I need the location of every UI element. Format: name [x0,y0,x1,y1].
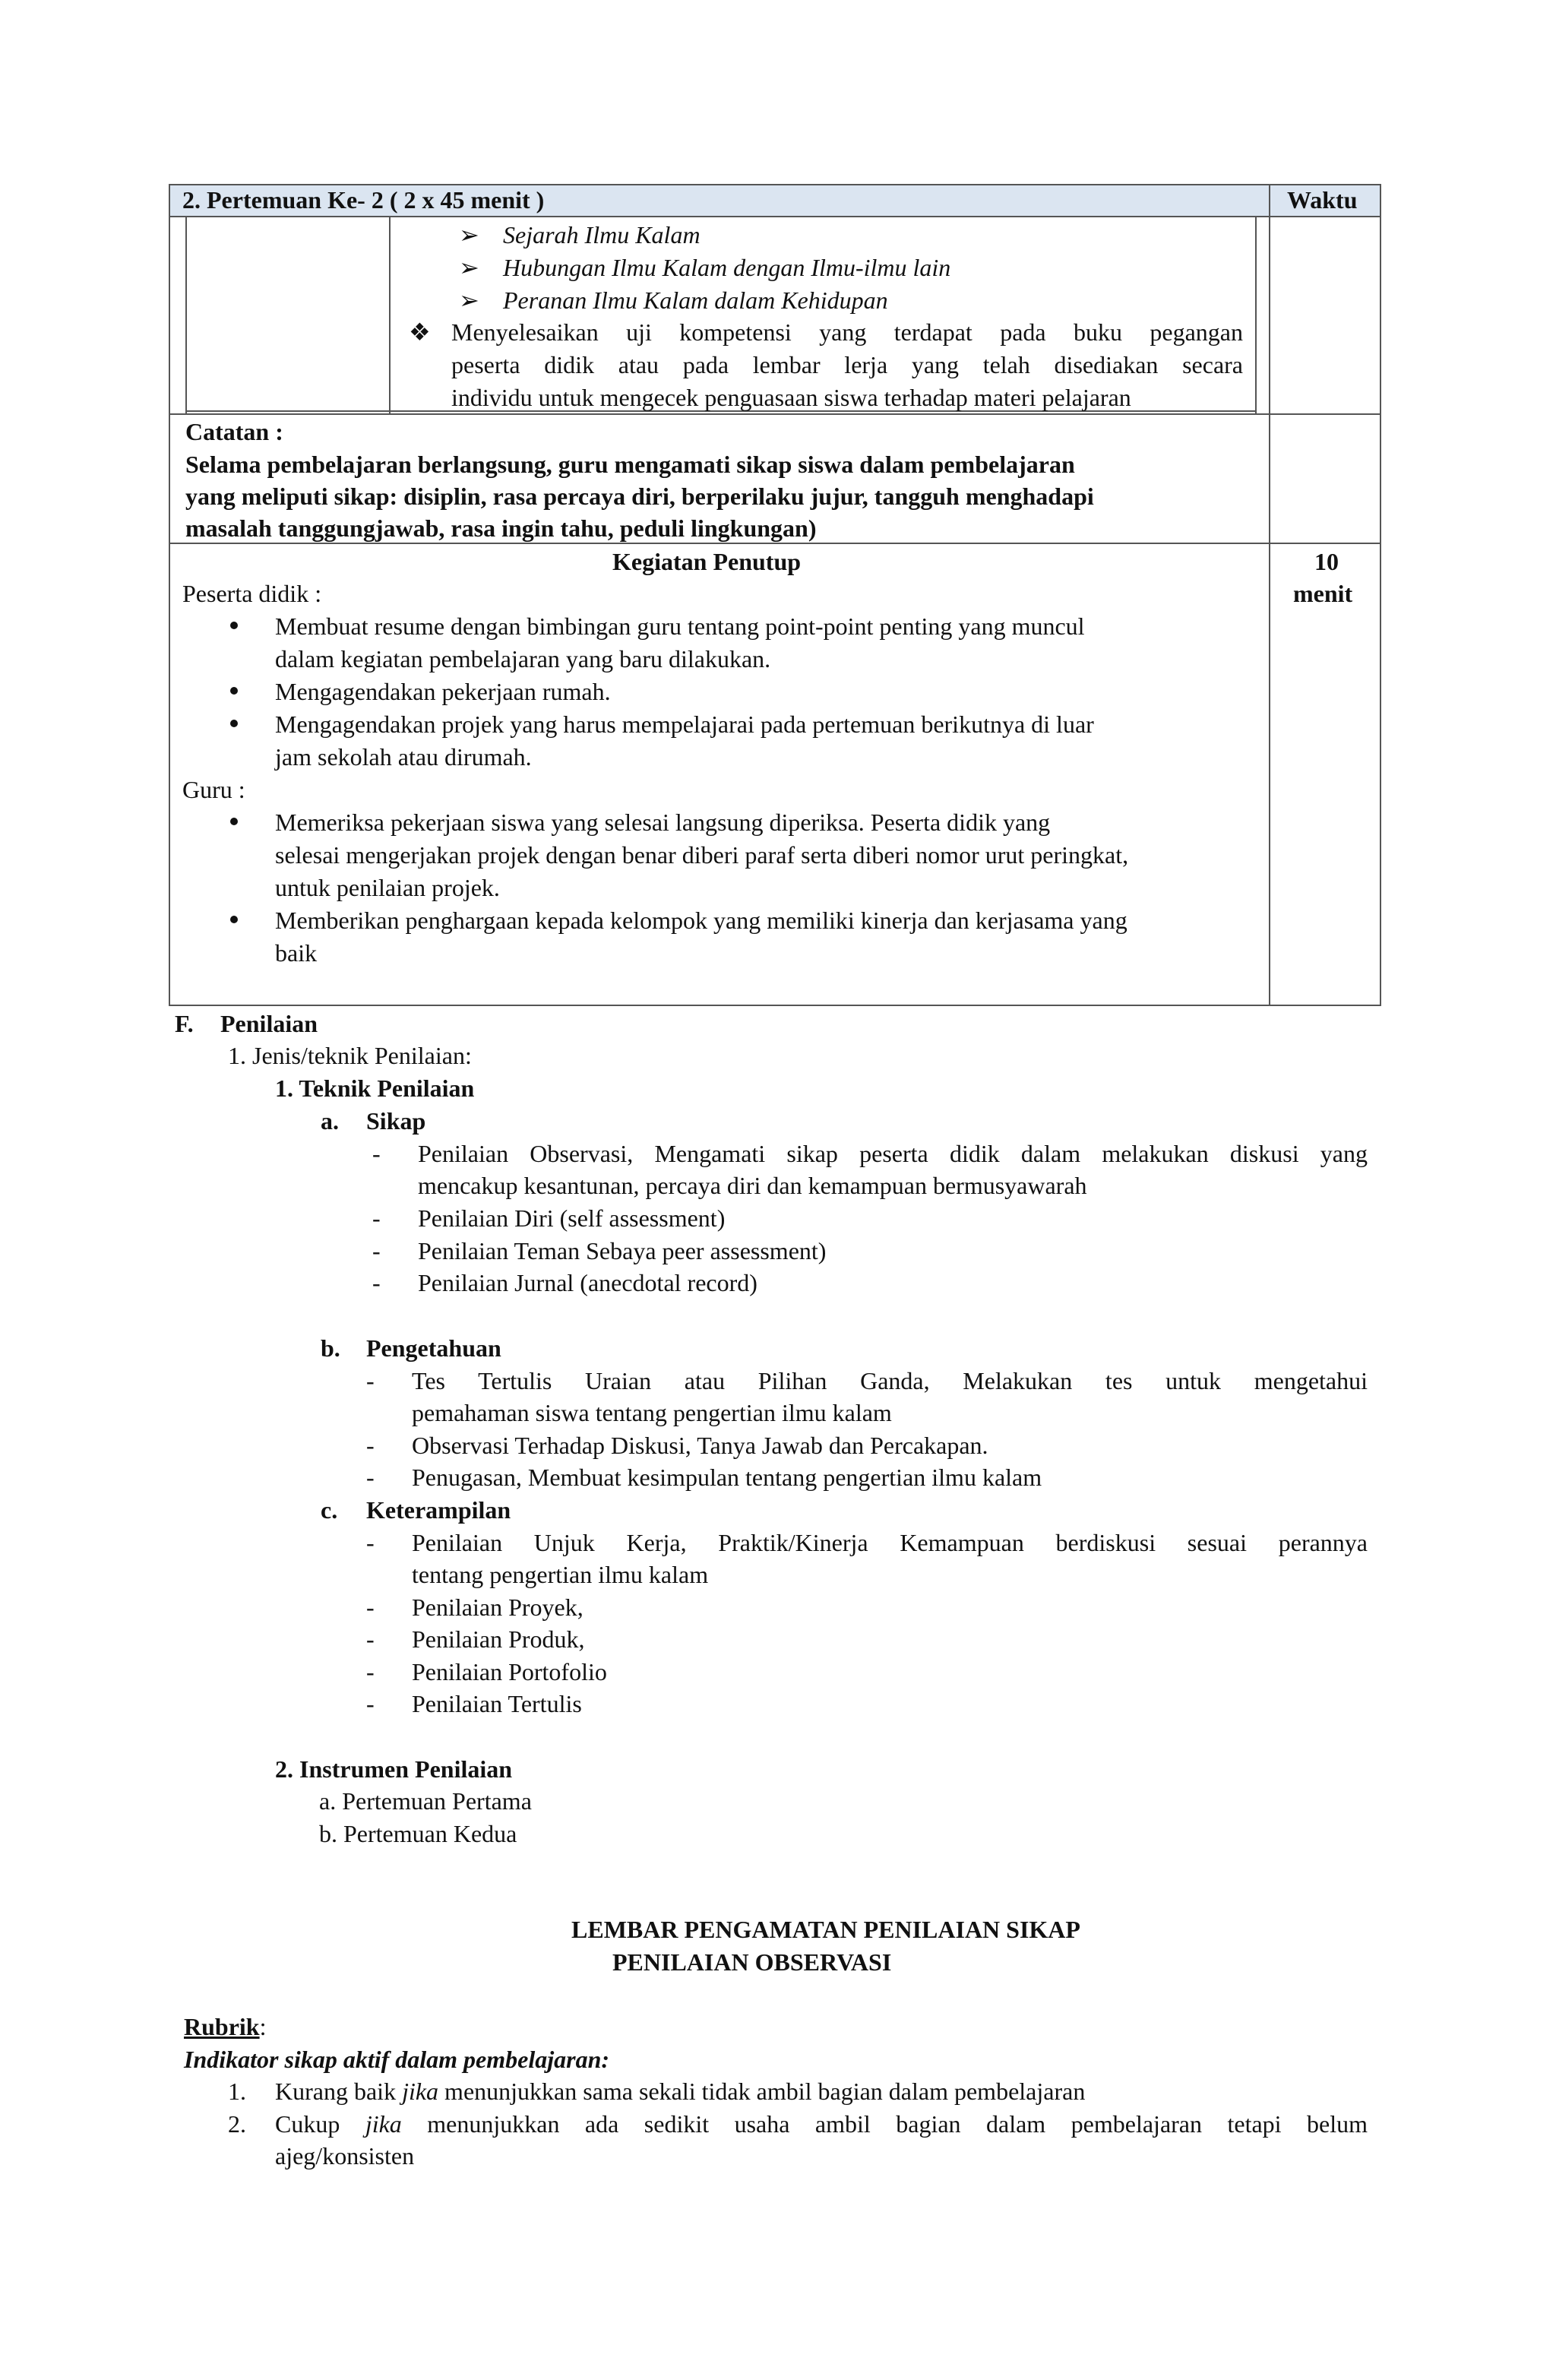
lembar-title: LEMBAR PENGAMATAN PENILAIAN SIKAP [571,1916,1080,1943]
arrow-bullet-icon: ➢ [459,286,479,314]
keterampilan-item: Penilaian Portofolio [412,1658,607,1685]
penutup-title: Kegiatan Penutup [612,548,802,575]
dash: - [366,1625,375,1653]
table-rule [169,216,1381,217]
sikap-item: Penilaian Observasi, Mengamati sikap peserta didik dalam melakukan diskusi yang [418,1140,1368,1167]
instrumen-item: b. Pertemuan Kedua [319,1820,517,1847]
pengetahuan-label: b. [321,1334,340,1362]
keterampilan-item: Penilaian Tertulis [412,1690,582,1717]
sikap-label: a. [321,1107,339,1135]
rubrik-colon: : [259,2013,267,2040]
rubrik-heading [184,2011,266,2043]
dash: - [372,1204,381,1232]
sikap-item: Penilaian Teman Sebaya peer assessment) [418,1237,827,1264]
catatan-line: yang meliputi sikap: disiplin, rasa percaya diri, berperilaku jujur, tangguh menghadapi [185,483,1094,510]
meeting-title: 2. Pertemuan Ke- 2 ( 2 x 45 menit ) [182,186,545,214]
task-line: individu untuk mengecek penguasaan siswa terhadap materi pelajaran [451,384,1131,411]
section-title: Penilaian [220,1010,318,1037]
inner-table-rule [1255,216,1257,413]
sub-item: Peranan Ilmu Kalam dalam Kehidupan [503,286,888,314]
task-line: peserta didik atau pada lembar lerja yang telah disediakan secara [451,351,1243,378]
peserta-bullet-line: jam sekolah atau dirumah. [275,743,532,771]
keterampilan-item: Penilaian Unjuk Kerja, Praktik/Kinerja Kemampuan berdiskusi sesuai perannya [412,1529,1368,1556]
waktu-unit: menit [1293,580,1353,607]
peserta-label: Peserta didik : [182,580,322,607]
keterampilan-item: tentang pengertian ilmu kalam [412,1561,709,1588]
rubrik-text: Kurang baik [275,2078,403,2105]
keterampilan-item: Penilaian Produk, [412,1625,585,1653]
dash: - [366,1529,375,1556]
waktu-value: 10 [1314,548,1339,575]
sub-item: Hubungan Ilmu Kalam dengan Ilmu-ilmu lain [503,254,951,281]
dash: - [366,1658,375,1685]
lembar-subtitle: PENILAIAN OBSERVASI [612,1948,892,1976]
sub-item: Sejarah Ilmu Kalam [503,221,701,248]
dash: - [366,1367,375,1394]
task-line: Menyelesaikan uji kompetensi yang terdapat pada buku pegangan [451,318,1243,346]
bullet-icon [230,687,238,695]
table-rule [169,413,1381,415]
inner-table-rule [185,216,187,413]
diamond-bullet-icon: ❖ [409,318,431,346]
sikap-item: Penilaian Diri (self assessment) [418,1204,726,1232]
rubrik-item [275,2108,1368,2140]
pengetahuan-item: Penugasan, Membuat kesimpulan tentang pengertian ilmu kalam [412,1464,1042,1491]
inner-table-rule [389,216,391,413]
rubrik-item [275,2075,1085,2107]
catatan-line: Selama pembelajaran berlangsung, guru mengamati sikap siswa dalam pembelajaran [185,451,1075,478]
guru-bullet-line: selesai mengerjakan projek dengan benar diberi paraf serta diberi nomor urut peringkat, [275,841,1129,869]
rubrik-jika: jika [402,2078,439,2105]
indikator-heading: Indikator sikap aktif dalam pembelajaran: [184,2046,610,2073]
rubrik-text: Cukup [275,2110,365,2138]
peserta-bullet-line: Mengagendakan projek yang harus mempelajarai pada pertemuan berikutnya di luar [275,711,1094,738]
instrumen-title: 2. Instrumen Penilaian [275,1755,513,1783]
sikap-item: mencakup kesantunan, percaya diri dan kemampuan bermusyawarah [418,1172,1087,1199]
guru-bullet-line: Memeriksa pekerjaan siswa yang selesai langsung diperiksa. Peserta didik yang [275,809,1051,836]
catatan-label: Catatan : [185,418,283,445]
dash: - [366,1464,375,1491]
pengetahuan-item: Tes Tertulis Uraian atau Pilihan Ganda, Melakukan tes untuk mengetahui [412,1367,1368,1394]
dash: - [372,1140,381,1167]
peserta-bullet-line: dalam kegiatan pembelajaran yang baru dilakukan. [275,645,771,673]
pengetahuan-item: Observasi Terhadap Diskusi, Tanya Jawab dan Percakapan. [412,1432,988,1459]
instrumen-item: a. Pertemuan Pertama [319,1787,532,1815]
bullet-icon [230,916,238,923]
rubrik-num: 1. [228,2078,246,2105]
teknik-title: 1. Teknik Penilaian [275,1074,475,1102]
dash: - [372,1269,381,1296]
rubrik-item-cont: ajeg/konsisten [275,2142,415,2170]
arrow-bullet-icon: ➢ [459,254,479,281]
rubrik-num: 2. [228,2110,246,2138]
dash: - [366,1594,375,1621]
rubrik-text: menunjukkan sama sekali tidak ambil bagian dalam pembelajaran [438,2078,1086,2105]
pengetahuan-title: Pengetahuan [366,1334,501,1362]
arrow-bullet-icon: ➢ [459,221,479,248]
waktu-header: Waktu [1287,186,1358,214]
dash: - [372,1237,381,1264]
dash: - [366,1432,375,1459]
rubrik-label: Rubrik [184,2013,260,2040]
keterampilan-label: c. [321,1496,338,1524]
rubrik-text: menunjukkan ada sedikit usaha ambil bagian dalam pembelajaran tetapi belum [401,2110,1368,2138]
catatan-line: masalah tanggungjawab, rasa ingin tahu, peduli lingkungan) [185,514,817,542]
sikap-item: Penilaian Jurnal (anecdotal record) [418,1269,757,1296]
guru-bullet-line: baik [275,939,318,967]
bullet-icon [230,622,238,629]
bullet-icon [230,720,238,727]
table-rule [1269,184,1270,1006]
peserta-bullet-line: Mengagendakan pekerjaan rumah. [275,678,611,705]
section-label: F. [175,1010,194,1037]
keterampilan-title: Keterampilan [366,1496,511,1524]
guru-bullet-line: untuk penilaian projek. [275,874,500,901]
sikap-title: Sikap [366,1107,426,1135]
bullet-icon [230,818,238,825]
pengetahuan-item: pemahaman siswa tentang pengertian ilmu kalam [412,1399,892,1426]
dash: - [366,1690,375,1717]
peserta-bullet-line: Membuat resume dengan bimbingan guru tentang point-point penting yang muncul [275,612,1085,640]
jenis-teknik: 1. Jenis/teknik Penilaian: [228,1042,472,1069]
guru-bullet-line: Memberikan penghargaan kepada kelompok yang memiliki kinerja dan kerjasama yang [275,907,1127,934]
rubrik-jika: jika [365,2110,402,2138]
keterampilan-item: Penilaian Proyek, [412,1594,584,1621]
guru-label: Guru : [182,776,245,803]
